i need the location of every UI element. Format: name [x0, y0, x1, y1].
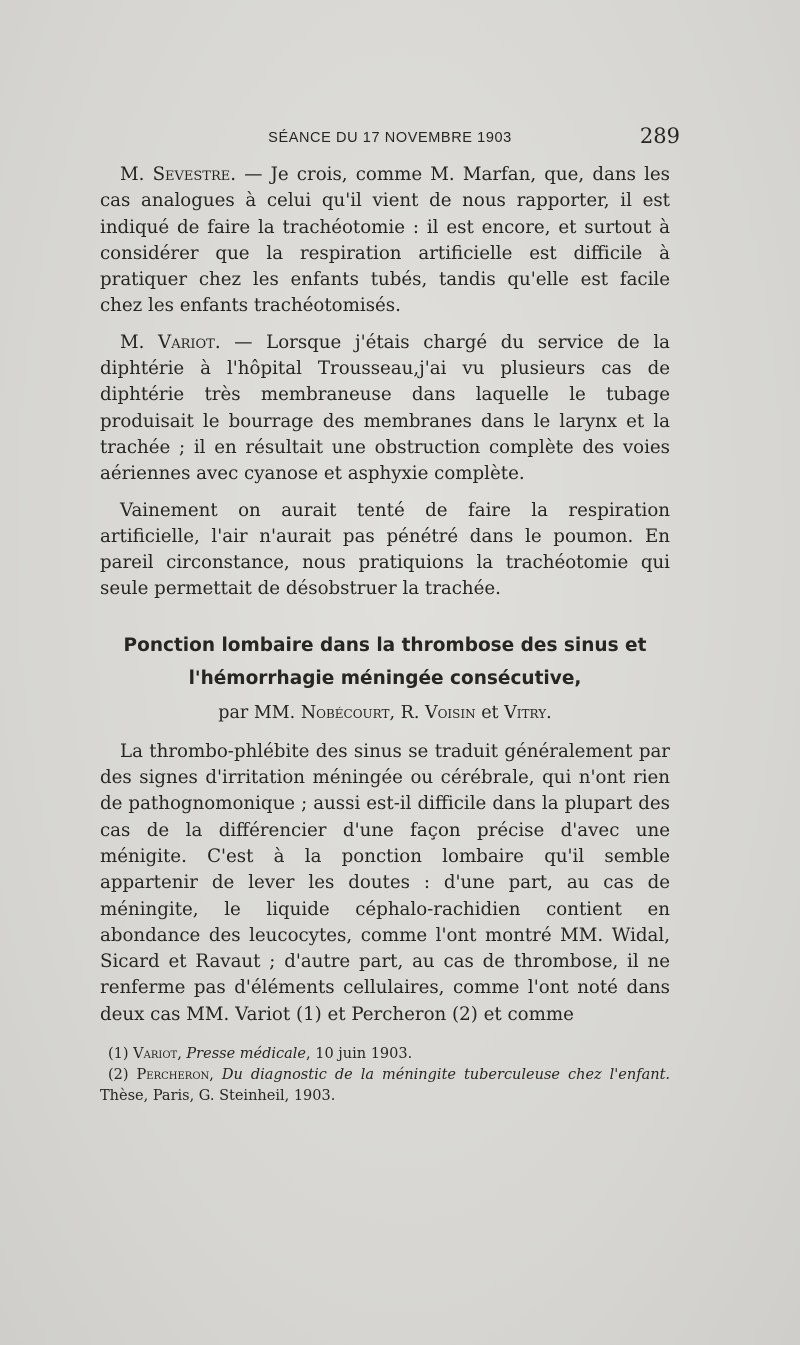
author-nobecourt: Nobécourt	[300, 702, 390, 723]
speaker-name: M. Variot.	[120, 331, 221, 353]
speaker-name: M. Sevestre.	[120, 164, 237, 185]
article-title-line-2: l'hémorrhagie méningée consécutive,	[188, 667, 582, 689]
paragraph-text: — Je crois, comme M. Marfan, que, dans les cas analogues à celui qu'il vient de nous rapporter, il est indiqué de faire la trachéotomie : il est encore, et surtout à considérer que la respiration artificielle est difficile à pratiquer chez les enfants tubés, tandis qu'elle est facile chez les enfants trachéotomisés.	[100, 164, 670, 317]
body-text	[100, 162, 670, 1028]
page-number: 289	[639, 124, 680, 148]
article-heading	[100, 629, 670, 727]
paragraph-text: — Lorsque j'étais chargé du service de la diphtérie à l'hôpital Trousseau,j'ai vu plusieurs cas de diphtérie très membraneuse dans laquelle le tubage produisait le bourrage des membranes dans le larynx et la trachée ; il en résultait une obstruction complète des voies aériennes avec cyanose et asphyxie complète.	[100, 331, 670, 485]
footnotes	[100, 1044, 670, 1107]
paragraph-sevestre	[100, 162, 670, 320]
author-voisin: Voisin	[424, 702, 476, 723]
page-header	[100, 125, 680, 155]
article-authors: par MM. Nobécourt, R. Voisin et Vitry.	[218, 702, 552, 723]
paragraph-variot	[100, 330, 670, 488]
running-head: SÉANCE DU 17 NOVEMBRE 1903	[268, 130, 512, 146]
footnote-1: (1) Variot, Presse médicale, 10 juin 1903.	[108, 1046, 413, 1062]
author-vitry: Vitry	[504, 702, 547, 723]
footnote-2: (2) Percheron, Du diagnostic de la méningite tuberculeuse chez l'enfant. Thèse, Paris, G. Steinheil, 1903.	[100, 1067, 670, 1104]
article-title-line-1: Ponction lombaire dans la thrombose des sinus et	[123, 634, 647, 656]
paragraph-variot-continued: Vainement on aurait tenté de faire la respiration artificielle, l'air n'aurait pas pénétré dans le poumon. En pareil circonstance, nous pratiquions la trachéotomie qui seule permettait de désobstruer la trachée.	[100, 499, 670, 600]
paragraph-article-intro: La thrombo-phlébite des sinus se traduit généralement par des signes d'irritation méningée ou cérébrale, qui n'ont rien de pathognomonique ; aussi est-il difficile dans la plupart des cas de la différencier d'une façon précise d'avec une ménigite. C'est à la ponction lombaire qu'il semble appartenir de lever les doutes : d'une part, au cas de méningite, le liquide céphalo-rachidien contient en abondance des leucocytes, comme l'ont montré MM. Widal, Sicard et Ravaut ; d'autre part, au cas de thrombose, il ne renferme pas d'éléments cellulaires, comme l'ont noté dans deux cas MM. Variot (1) et Percheron (2) et comme	[100, 740, 670, 1025]
